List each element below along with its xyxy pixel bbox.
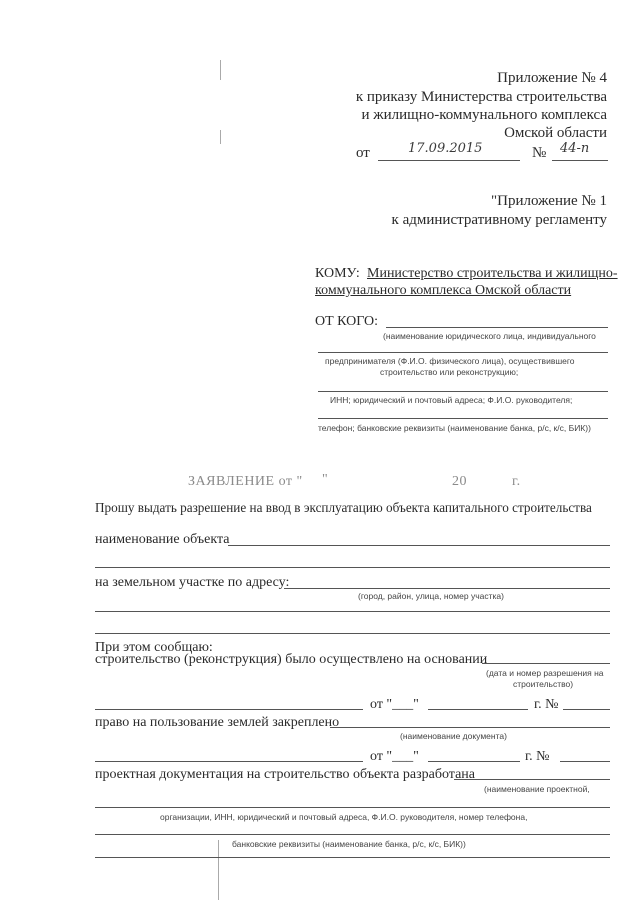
region-line: Омской области	[504, 125, 607, 141]
inform-label: При этом сообщаю:	[95, 640, 213, 655]
from-line-4	[318, 418, 608, 419]
from-hint-3: строительство или реконструкцию;	[380, 367, 519, 377]
from-hint-2: предпринимателя (Ф.И.О. физического лица), осуществившего	[325, 356, 575, 366]
address-hint: (город, район, улица, номер участка)	[358, 591, 504, 601]
order-number-label: №	[532, 145, 547, 161]
to-label: КОМУ:	[315, 266, 360, 281]
project-docs-line-3	[95, 834, 610, 835]
land-right-label: право на пользование землей закреплено	[95, 715, 340, 730]
project-docs-line	[454, 779, 610, 780]
statement-year: 20	[452, 474, 467, 489]
permit-date-line	[428, 709, 528, 710]
statement-year-suffix: г.	[512, 474, 521, 489]
land-doc-date-from: от "___"	[370, 749, 419, 764]
order-number-handwritten: 44-п	[560, 141, 590, 156]
annex1-title: "Приложение № 1	[491, 193, 607, 209]
request-text: Прошу выдать разрешение на ввод в эксплуатацию объекта капитального строительства	[95, 500, 592, 515]
land-plot-line-3	[95, 633, 610, 634]
project-docs-line-4	[95, 857, 610, 858]
scan-margin-mark	[218, 840, 219, 900]
statement-quote-close: "	[322, 472, 329, 487]
from-hint-4: ИНН; юридический и почтовый адреса; Ф.И.О. руководителя;	[330, 395, 573, 405]
statement-title: ЗАЯВЛЕНИЕ от "	[188, 474, 303, 489]
to-ministry-line2: коммунального комплекса Омской области	[315, 283, 572, 298]
permit-hint-2: строительство)	[513, 679, 574, 689]
land-doc-year-no: г. №	[525, 749, 550, 764]
permit-date-from: от "___"	[370, 697, 419, 712]
from-hint-1: (наименование юридического лица, индивидуального	[383, 331, 596, 341]
annex1-subtitle: к административному регламенту	[391, 212, 607, 228]
from-hint-5: телефон; банковские реквизиты (наименование банка, р/с, к/с, БИК))	[318, 423, 591, 433]
from-line-2	[318, 352, 608, 353]
annex4-title: Приложение № 4	[497, 70, 607, 86]
project-docs-label: проектная документация на строительство объекта разработана	[95, 767, 475, 782]
object-name-label: наименование объекта	[95, 532, 230, 547]
object-name-line-1	[228, 545, 610, 546]
land-right-line	[330, 727, 610, 728]
order-date-line	[378, 160, 520, 161]
land-doc-date-line	[428, 761, 520, 762]
construction-basis-line	[482, 663, 610, 664]
from-line-3	[318, 391, 608, 392]
order-number-line	[552, 160, 608, 161]
land-doc-number-line	[560, 761, 610, 762]
order-line: к приказу Министерства строительства	[355, 89, 607, 105]
to-ministry-line1: Министерство строительства и жилищно-	[367, 266, 618, 281]
doc-hint: (наименование документа)	[400, 731, 507, 741]
scan-margin-mark	[220, 60, 221, 80]
housing-line: и жилищно-коммунального комплекса	[361, 107, 607, 123]
permit-year-no: г. №	[534, 697, 559, 712]
land-plot-line-2	[95, 611, 610, 612]
project-docs-line-2	[95, 807, 610, 808]
order-date-label: от	[356, 145, 370, 161]
from-label: ОТ КОГО:	[315, 314, 379, 329]
permit-line-main	[95, 709, 363, 710]
scan-margin-mark	[220, 130, 221, 144]
land-plot-line-1	[284, 588, 610, 589]
order-date-handwritten: 17.09.2015	[408, 141, 483, 156]
construction-basis-label: строительство (реконструкция) было осуществлено на основании	[95, 652, 488, 667]
from-line-1	[386, 327, 608, 328]
org-hint-1: (наименование проектной,	[484, 784, 590, 794]
land-doc-line-main	[95, 761, 363, 762]
org-hint-3: банковские реквизиты (наименование банка, р/с, к/с, БИК))	[232, 839, 466, 849]
land-plot-label: на земельном участке по адресу:	[95, 575, 290, 590]
permit-hint-1: (дата и номер разрешения на	[486, 668, 604, 678]
permit-number-line	[563, 709, 610, 710]
org-hint-2: организации, ИНН, юридический и почтовый адреса, Ф.И.О. руководителя, номер телефона,	[160, 812, 528, 822]
object-name-line-2	[95, 567, 610, 568]
